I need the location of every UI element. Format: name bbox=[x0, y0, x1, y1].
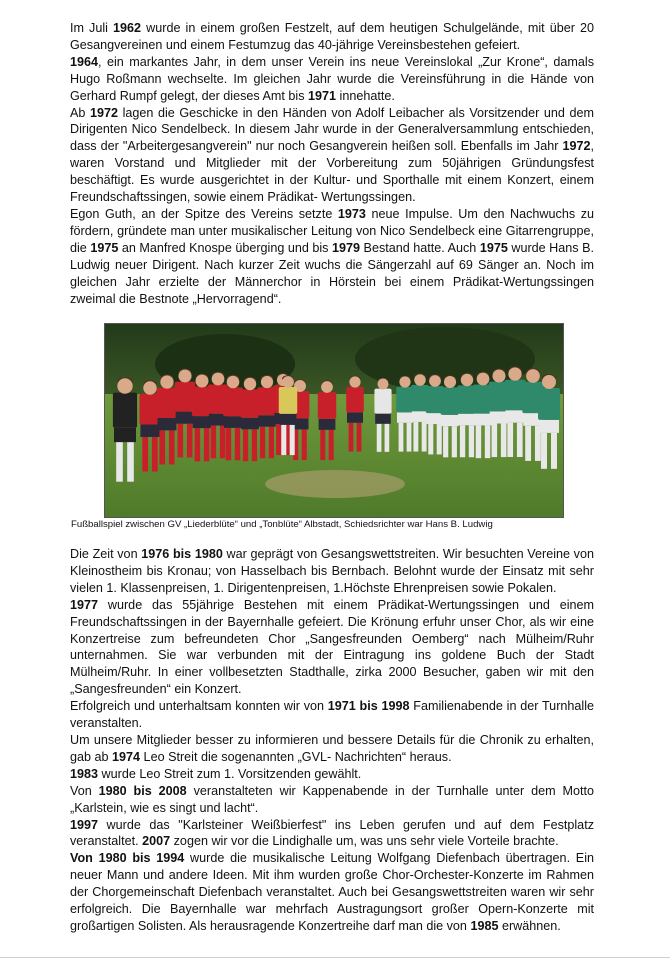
bold-year: 1971 bis 1998 bbox=[327, 699, 410, 714]
text-run: veranstalteten wir Kappenabende in der Turnhalle unter dem Motto „Karlstein, wie es singt und lacht“. bbox=[70, 783, 594, 815]
paragraph bbox=[70, 698, 594, 732]
text-run: innehatte. bbox=[336, 88, 395, 103]
paragraph bbox=[70, 732, 594, 766]
paragraph bbox=[70, 105, 594, 206]
text-run: neue Impulse. Um den Nachwuchs zu fördern, gründete man unter musikalischer Leitung von Nico Sendelbeck eine Gitarrengruppe, die bbox=[70, 206, 594, 255]
bold-year: 1983 bbox=[70, 766, 99, 781]
text-run: Bestand hatte. Auch bbox=[360, 240, 480, 255]
text-run: wurde Leo Streit zum 1. Vorsitzenden gewählt. bbox=[98, 766, 362, 781]
text-run: , ein markantes Jahr, in dem unser Verein ins neue Vereinslokal „Zur Krone“, damals Hugo Roßmann wechselte. Im gleichen Jahr wurde die Vereinsführung in die Hände von Gerhard Rumpf gelegt, der dieses Amt bis bbox=[70, 54, 594, 103]
text-run: Leo Streit die sogenannten „GVL- Nachrichten“ heraus. bbox=[140, 749, 452, 764]
bold-year: 1972 bbox=[89, 105, 119, 120]
text-run: lagen die Geschicke in den Händen von Adolf Leibacher als Vorsitzender und dem Dirigenten Nico Sendelbeck. In diesem Jahr wurde in der Generalversammlung entschieden, dass der "Arbeitergesangverein" nur noch Gesangverein heißen soll. Ebenfalls im Jahr bbox=[70, 105, 594, 154]
text-run: Im Juli bbox=[70, 21, 114, 35]
text-run: erwähnen. bbox=[498, 918, 561, 933]
bold-year: 1997 bbox=[70, 817, 99, 832]
bold-year: 1985 bbox=[470, 918, 499, 933]
text-run: wurde das "Karlsteiner Weißbierfest" ins Leben gerufen und auf dem Festplatz veranstaltet. bbox=[70, 817, 594, 849]
text-run: Um unsere Mitglieder besser zu informieren und bessere Details für die Chronik zu erhalten, gab ab bbox=[70, 732, 594, 764]
bold-year: 1980 bis 2008 bbox=[98, 783, 187, 798]
bold-year: 2007 bbox=[142, 834, 171, 849]
paragraph bbox=[70, 766, 594, 783]
bold-year: 1973 bbox=[337, 206, 366, 221]
text-run: wurde die musikalische Leitung Wolfgang Diefenbach übertragen. Ein neuer Mann und andere Ideen. Mit ihm wurden große Chor-Orchester-Konzerte im Rahmen der Chorgemeinschaft Diefenbach veranstaltet. Auch bei Gesangswettstreiten waren wir sehr erfolgreich. Die Bayernhalle war mehrfach Austragungsort großer Opern-Konzerte mit großartigen Solisten. Als herausragende Konzertreihe darf man die von bbox=[70, 851, 595, 933]
paragraph bbox=[70, 20, 594, 54]
page-bottom-divider bbox=[0, 957, 670, 958]
text-run: wurde Hans B. Ludwig neuer Dirigent. Nach kurzer Zeit wuchs die Sängerzahl auf 69 Sänger an. Noch im gleichen Jahr erzielte der Männerchor in Hörstein bei einem Prädikat-Wertungssingen zweimal die Bestnote „Hervorragend“. bbox=[70, 240, 594, 306]
team-photo bbox=[104, 323, 564, 518]
text-run: war geprägt von Gesangswettstreiten. Wir besuchten Vereine von Kleinostheim bis Kronau; von Hasselbach bis Bernbach. Belohnt wurde der Einsatz mit sehr vielen 1. Klassenpreisen, 1. Dirigentenpreisen, 1.Höchste Ehrenpreisen sowie Pokalen. bbox=[70, 547, 594, 595]
text-run: wurde in einem großen Festzelt, auf dem heutigen Schulgelände, mit über 20 Gesangvereinen und einem Festumzug das 40-jährige Vereinsbestehen gefeiert. bbox=[70, 21, 594, 52]
paragraph bbox=[70, 546, 594, 597]
bold-year: 1979 bbox=[332, 240, 361, 255]
bold-year: 1974 bbox=[112, 749, 141, 764]
paragraph bbox=[70, 783, 594, 817]
bold-year: 1975 bbox=[479, 240, 508, 255]
text-run: , waren Vorstand und Mitglieder mit der Vorbereitung zum 50jährigen Gründungsfest beschäftigt. Es wurde ausgerichtet in der Kultur- und Sporthalle mit einem Konzert, einem Freundschaftssingen, sowie einem Prädikat- Wertungssingen. bbox=[70, 139, 594, 205]
photo-caption: Fußballspiel zwischen GV „Liederblüte“ und „Tonblüte“ Albstadt, Schiedsrichter war Hans B. Ludwig bbox=[71, 519, 493, 530]
history-text-bottom bbox=[70, 546, 594, 935]
bold-year: Von 1980 bis 1994 bbox=[70, 851, 185, 866]
bold-year: 1971 bbox=[308, 88, 337, 103]
text-run: an Manfred Knospe überging und bis bbox=[118, 240, 332, 255]
bold-year: 1975 bbox=[90, 240, 119, 255]
bold-year: 1962 bbox=[113, 21, 142, 35]
paragraph bbox=[70, 206, 594, 307]
text-run: Ab bbox=[70, 105, 90, 120]
text-run: Familienabende in der Turnhalle veranstalten. bbox=[70, 699, 594, 731]
bold-year: 1972 bbox=[562, 139, 591, 154]
text-run: Egon Guth, an der Spitze des Vereins setzte bbox=[70, 206, 338, 221]
bold-year: 1964 bbox=[70, 54, 99, 69]
text-run: Die Zeit von bbox=[70, 547, 142, 561]
text-run: zogen wir vor die Lindighalle um, was uns sehr viele Vorteile brachte. bbox=[170, 834, 559, 849]
paragraph bbox=[70, 850, 594, 935]
bold-year: 1976 bis 1980 bbox=[141, 547, 223, 561]
text-run: wurde das 55jährige Bestehen mit einem Prädikat-Wertungssingen und einem Freundschaftssingen in der Bayernhalle gefeiert. Die Krönung erfuhr unser Chor, als wir eine Konzertreise zum befreundeten Chor „Sangesfreunden Oemberg“ nach Mülheim/Ruhr unternahmen. Sie war verbunden mit der Eintragung ins goldene Buch der Stadt Mülheim/Ruhr. In einer vollbesetzten Stadthalle, zirka 2000 Besucher, gaben wir mit den „Sangesfreunden“ ein Konzert. bbox=[70, 597, 594, 697]
paragraph bbox=[70, 817, 594, 851]
paragraph bbox=[70, 54, 594, 105]
bold-year: 1977 bbox=[70, 597, 99, 612]
text-run: Erfolgreich und unterhaltsam konnten wir von bbox=[70, 699, 328, 714]
paragraph bbox=[70, 597, 594, 698]
text-run: Von bbox=[70, 783, 99, 798]
history-text-top bbox=[70, 20, 594, 307]
